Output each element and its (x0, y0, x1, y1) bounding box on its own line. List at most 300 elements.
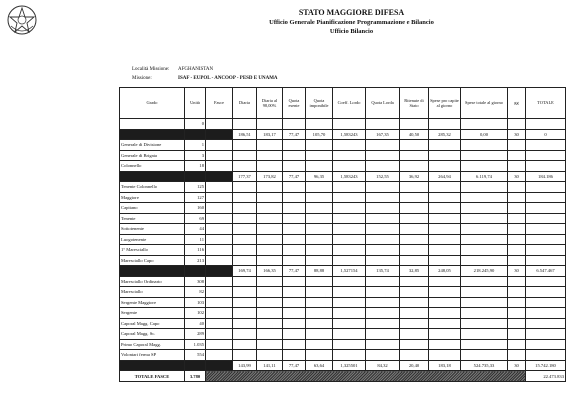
empty-cell (400, 192, 429, 203)
band-value-cell: 6.119,74 (461, 171, 508, 182)
empty-cell (257, 329, 283, 340)
grade-row (120, 192, 566, 203)
empty-cell (400, 297, 429, 308)
empty-cell (461, 150, 508, 161)
empty-cell (257, 213, 283, 224)
band-value-cell: 77,47 (283, 171, 306, 182)
empty-cell (283, 245, 306, 256)
band-value-cell: 77,47 (283, 266, 306, 277)
empty-cell (526, 140, 566, 151)
empty-cell (333, 350, 366, 361)
band-value-cell: 40,50 (400, 129, 429, 140)
band-marker-cell (120, 266, 185, 277)
empty-cell (257, 287, 283, 298)
empty-cell (206, 245, 233, 256)
empty-cell (283, 234, 306, 245)
band-value-cell: 264,94 (429, 171, 461, 182)
empty-cell (366, 276, 400, 287)
empty-cell (526, 245, 566, 256)
band-value-cell: 30 (508, 360, 526, 371)
empty-cell (233, 339, 257, 350)
empty-cell (206, 339, 233, 350)
empty-cell (366, 329, 400, 340)
empty-cell (366, 318, 400, 329)
rate-band-row (120, 129, 566, 140)
units-cell: 308 (185, 276, 206, 287)
empty-cell (306, 119, 333, 130)
empty-cell (257, 182, 283, 193)
band-marker-cell (206, 360, 233, 371)
empty-cell (400, 224, 429, 235)
empty-cell (461, 339, 508, 350)
grade-cell: Generale di Divisione (120, 140, 185, 151)
empty-cell (526, 224, 566, 235)
empty-cell (233, 329, 257, 340)
empty-cell (257, 203, 283, 214)
empty-cell (508, 329, 526, 340)
empty-cell (306, 224, 333, 235)
empty-cell (206, 119, 233, 130)
empty-cell (366, 287, 400, 298)
empty-cell (429, 234, 461, 245)
column-header-quota-imponibile: Quota imponibile (306, 88, 333, 119)
document-subtitle: Ufficio Generale Pianificazione Programmazione e Bilancio (269, 19, 434, 26)
column-header-coeff-lordo: Coeff. Lordo (333, 88, 366, 119)
empty-cell (333, 245, 366, 256)
units-cell: 18 (185, 161, 206, 172)
empty-cell (429, 308, 461, 319)
band-value-cell: 166,35 (257, 266, 283, 277)
empty-cell (283, 150, 306, 161)
empty-cell (306, 140, 333, 151)
band-value-cell: 105,70 (306, 129, 333, 140)
band-marker-cell (185, 266, 206, 277)
empty-cell (526, 350, 566, 361)
empty-cell (526, 255, 566, 266)
empty-cell (366, 119, 400, 130)
grade-row (120, 234, 566, 245)
document-title: STATO MAGGIORE DIFESA (298, 8, 405, 17)
grade-row (120, 339, 566, 350)
empty-cell (333, 182, 366, 193)
empty-cell (461, 161, 508, 172)
empty-cell (508, 255, 526, 266)
empty-cell (206, 234, 233, 245)
empty-cell (306, 329, 333, 340)
empty-cell (333, 213, 366, 224)
empty-cell (429, 213, 461, 224)
empty-cell (257, 350, 283, 361)
empty-cell (366, 308, 400, 319)
empty-cell (400, 234, 429, 245)
band-value-cell: 186,51 (233, 129, 257, 140)
empty-cell (429, 192, 461, 203)
grade-row (120, 245, 566, 256)
units-cell: 82 (185, 287, 206, 298)
band-value-cell: 173,82 (257, 171, 283, 182)
grade-row (120, 140, 566, 151)
band-value-cell: 1,325501 (333, 360, 366, 371)
column-header-ritenute-di-stato: Ritenute di Stato (400, 88, 429, 119)
empty-cell (508, 213, 526, 224)
empty-cell (206, 150, 233, 161)
empty-cell (429, 150, 461, 161)
empty-cell (366, 339, 400, 350)
empty-cell (508, 318, 526, 329)
units-cell: 160 (185, 203, 206, 214)
empty-cell (508, 339, 526, 350)
empty-cell (233, 119, 257, 130)
units-cell: 213 (185, 255, 206, 266)
empty-cell (283, 318, 306, 329)
empty-cell (206, 276, 233, 287)
empty-cell (461, 255, 508, 266)
total-row (120, 371, 566, 382)
empty-cell (429, 318, 461, 329)
empty-cell (400, 276, 429, 287)
column-header-spese-totale-al-giorno: Spese totale al giorno (461, 88, 508, 119)
empty-cell (333, 308, 366, 319)
band-value-cell: 30 (508, 171, 526, 182)
empty-cell (306, 203, 333, 214)
empty-cell (526, 287, 566, 298)
empty-cell (206, 182, 233, 193)
band-value-cell: 169,74 (233, 266, 257, 277)
band-value-cell: 30 (508, 129, 526, 140)
empty-cell (257, 150, 283, 161)
band-value-cell: 1,527154 (333, 266, 366, 277)
empty-cell (257, 276, 283, 287)
column-header-fasce: Fasce (206, 88, 233, 119)
empty-cell (526, 308, 566, 319)
column-header-quota-lorda: Quota Lorda (366, 88, 400, 119)
total-units: 3.780 (185, 371, 206, 382)
grade-cell: Volontari ferma SP (120, 350, 185, 361)
band-value-cell: 135,74 (366, 266, 400, 277)
empty-cell (429, 339, 461, 350)
empty-cell (206, 203, 233, 214)
empty-cell (306, 350, 333, 361)
empty-cell (461, 329, 508, 340)
band-value-cell: 20,40 (400, 360, 429, 371)
empty-cell (283, 276, 306, 287)
units-cell: 125 (185, 182, 206, 193)
empty-cell (283, 350, 306, 361)
empty-cell (206, 255, 233, 266)
empty-cell (526, 276, 566, 287)
empty-cell (283, 297, 306, 308)
grade-cell: Colonnello (120, 161, 185, 172)
empty-cell (526, 234, 566, 245)
empty-cell (461, 318, 508, 329)
rate-band-row (120, 171, 566, 182)
empty-cell (429, 287, 461, 298)
empty-cell (400, 339, 429, 350)
empty-cell (400, 245, 429, 256)
empty-cell (283, 255, 306, 266)
empty-cell (429, 329, 461, 340)
empty-cell (257, 161, 283, 172)
empty-cell (461, 350, 508, 361)
band-value-cell: 1,583243 (333, 129, 366, 140)
units-cell: 44 (185, 224, 206, 235)
empty-cell (400, 318, 429, 329)
empty-cell (257, 339, 283, 350)
cost-table (119, 87, 566, 382)
empty-cell (233, 287, 257, 298)
empty-cell (333, 203, 366, 214)
empty-cell (400, 255, 429, 266)
empty-cell (333, 276, 366, 287)
empty-cell (333, 119, 366, 130)
hatched-cell (206, 371, 526, 382)
empty-cell (333, 297, 366, 308)
empty-cell (461, 182, 508, 193)
empty-cell (333, 161, 366, 172)
grade-cell: Primo Caporal Magg. (120, 339, 185, 350)
units-cell: 554 (185, 350, 206, 361)
band-marker-cell (185, 360, 206, 371)
empty-cell (257, 224, 283, 235)
empty-cell (306, 308, 333, 319)
column-header-unita: Unità (185, 88, 206, 119)
band-value-cell: 184.186 (526, 171, 566, 182)
empty-cell (429, 255, 461, 266)
rate-band-row (120, 360, 566, 371)
empty-cell (233, 297, 257, 308)
empty-cell (508, 119, 526, 130)
empty-cell (306, 213, 333, 224)
empty-cell (366, 350, 400, 361)
empty-cell (206, 224, 233, 235)
empty-cell (206, 213, 233, 224)
band-value-cell: 96,35 (306, 171, 333, 182)
empty-cell (233, 182, 257, 193)
band-value-cell: 524.735,33 (461, 360, 508, 371)
empty-cell (508, 350, 526, 361)
empty-cell (333, 224, 366, 235)
empty-cell (233, 192, 257, 203)
grade-row (120, 350, 566, 361)
mission-value: ISAF - EUPOL - ANCOOP - PESD E UNAMA (178, 76, 278, 81)
band-value-cell: 15.742.180 (526, 360, 566, 371)
band-value-cell: 0,00 (461, 129, 508, 140)
empty-cell (233, 245, 257, 256)
empty-cell (461, 119, 508, 130)
empty-cell (366, 150, 400, 161)
band-value-cell: 167,35 (366, 129, 400, 140)
grade-row (120, 329, 566, 340)
empty-cell (400, 287, 429, 298)
empty-cell (257, 255, 283, 266)
empty-cell (526, 150, 566, 161)
units-cell: 289 (185, 329, 206, 340)
band-value-cell: 30 (508, 266, 526, 277)
empty-cell (400, 213, 429, 224)
empty-cell (306, 287, 333, 298)
empty-cell (233, 140, 257, 151)
empty-cell (206, 287, 233, 298)
grade-row (120, 255, 566, 266)
band-value-cell: 6.547.467 (526, 266, 566, 277)
empty-cell (366, 213, 400, 224)
empty-cell (400, 203, 429, 214)
empty-cell (283, 140, 306, 151)
empty-cell (366, 234, 400, 245)
empty-cell (508, 161, 526, 172)
empty-cell (508, 140, 526, 151)
empty-cell (233, 350, 257, 361)
rate-band-row (120, 266, 566, 277)
empty-cell (233, 161, 257, 172)
grade-cell: Sergente (120, 308, 185, 319)
empty-cell (508, 182, 526, 193)
band-marker-cell (185, 129, 206, 140)
empty-cell (400, 140, 429, 151)
units-cell: 103 (185, 297, 206, 308)
units-cell: 102 (185, 308, 206, 319)
empty-cell (400, 329, 429, 340)
grade-cell: Tenente Colonnello (120, 182, 185, 193)
empty-cell (429, 245, 461, 256)
band-marker-cell (206, 171, 233, 182)
band-value-cell: 177,37 (233, 171, 257, 182)
empty-cell (206, 161, 233, 172)
empty-cell (233, 234, 257, 245)
empty-cell (526, 161, 566, 172)
empty-cell (306, 150, 333, 161)
band-marker-cell (185, 171, 206, 182)
empty-cell (306, 318, 333, 329)
empty-cell (283, 308, 306, 319)
column-header-grado: Grado (120, 88, 185, 119)
grand-total: 22.473.833 (526, 371, 566, 382)
band-value-cell: 143,99 (233, 360, 257, 371)
empty-cell (400, 350, 429, 361)
empty-cell (206, 318, 233, 329)
column-header-diaria: Diaria (233, 88, 257, 119)
grade-cell: Tenente (120, 213, 185, 224)
band-value-cell: 183,18 (429, 360, 461, 371)
column-header-diaria-al-98-00: Diaria al 98,00% (257, 88, 283, 119)
grade-cell: Maresciallo Ordinario (120, 276, 185, 287)
grade-cell: Caporal Magg. Capo (120, 318, 185, 329)
empty-cell (429, 297, 461, 308)
empty-cell (461, 276, 508, 287)
empty-cell (306, 255, 333, 266)
units-cell: 40 (185, 318, 206, 329)
empty-cell (526, 297, 566, 308)
table-header-row (120, 88, 566, 119)
empty-cell (306, 245, 333, 256)
band-value-cell: 248,05 (429, 266, 461, 277)
band-value-cell: 77,47 (283, 360, 306, 371)
grade-row (120, 119, 566, 130)
empty-cell (233, 318, 257, 329)
band-marker-cell (120, 129, 185, 140)
empty-cell (306, 297, 333, 308)
empty-cell (400, 161, 429, 172)
empty-cell (526, 213, 566, 224)
units-cell: 116 (185, 245, 206, 256)
empty-cell (461, 245, 508, 256)
empty-cell (233, 203, 257, 214)
grade-row (120, 203, 566, 214)
empty-cell (283, 329, 306, 340)
empty-cell (400, 119, 429, 130)
empty-cell (429, 276, 461, 287)
empty-cell (366, 245, 400, 256)
empty-cell (508, 308, 526, 319)
units-cell: 1 (185, 140, 206, 151)
empty-cell (233, 308, 257, 319)
empty-cell (206, 350, 233, 361)
empty-cell (206, 329, 233, 340)
grade-cell: 1° Maresciallo (120, 245, 185, 256)
empty-cell (206, 308, 233, 319)
empty-cell (366, 224, 400, 235)
empty-cell (429, 182, 461, 193)
band-value-cell: 141,11 (257, 360, 283, 371)
empty-cell (508, 276, 526, 287)
mission-label: Missione: (132, 76, 152, 81)
band-marker-cell (206, 266, 233, 277)
column-header-spese-pro-capite-al-giorno: Spese pro capite al giorno (429, 88, 461, 119)
empty-cell (257, 234, 283, 245)
empty-cell (206, 297, 233, 308)
empty-cell (400, 150, 429, 161)
column-header-gg: gg (508, 88, 526, 119)
empty-cell (306, 339, 333, 350)
empty-cell (306, 182, 333, 193)
grade-cell: Luogotenente (120, 234, 185, 245)
empty-cell (461, 297, 508, 308)
band-marker-cell (206, 129, 233, 140)
units-cell: 11 (185, 234, 206, 245)
empty-cell (366, 255, 400, 266)
empty-cell (333, 150, 366, 161)
empty-cell (306, 161, 333, 172)
empty-cell (257, 318, 283, 329)
empty-cell (429, 140, 461, 151)
empty-cell (283, 161, 306, 172)
empty-cell (233, 213, 257, 224)
empty-cell (461, 140, 508, 151)
band-value-cell: 32,85 (400, 266, 429, 277)
band-value-cell: 63,64 (306, 360, 333, 371)
empty-cell (366, 161, 400, 172)
empty-cell (508, 224, 526, 235)
empty-cell (333, 234, 366, 245)
empty-cell (283, 339, 306, 350)
grade-row (120, 150, 566, 161)
empty-cell (526, 182, 566, 193)
empty-cell (306, 234, 333, 245)
empty-cell (508, 287, 526, 298)
band-value-cell: 77,47 (283, 129, 306, 140)
document-office: Ufficio Bilancio (329, 28, 374, 35)
empty-cell (333, 140, 366, 151)
band-value-cell: 1,583243 (333, 171, 366, 182)
grade-row (120, 287, 566, 298)
empty-cell (429, 119, 461, 130)
grade-cell: Maggiore (120, 192, 185, 203)
empty-cell (283, 287, 306, 298)
empty-cell (366, 192, 400, 203)
empty-cell (366, 203, 400, 214)
grade-cell: Sottotenente (120, 224, 185, 235)
empty-cell (283, 203, 306, 214)
